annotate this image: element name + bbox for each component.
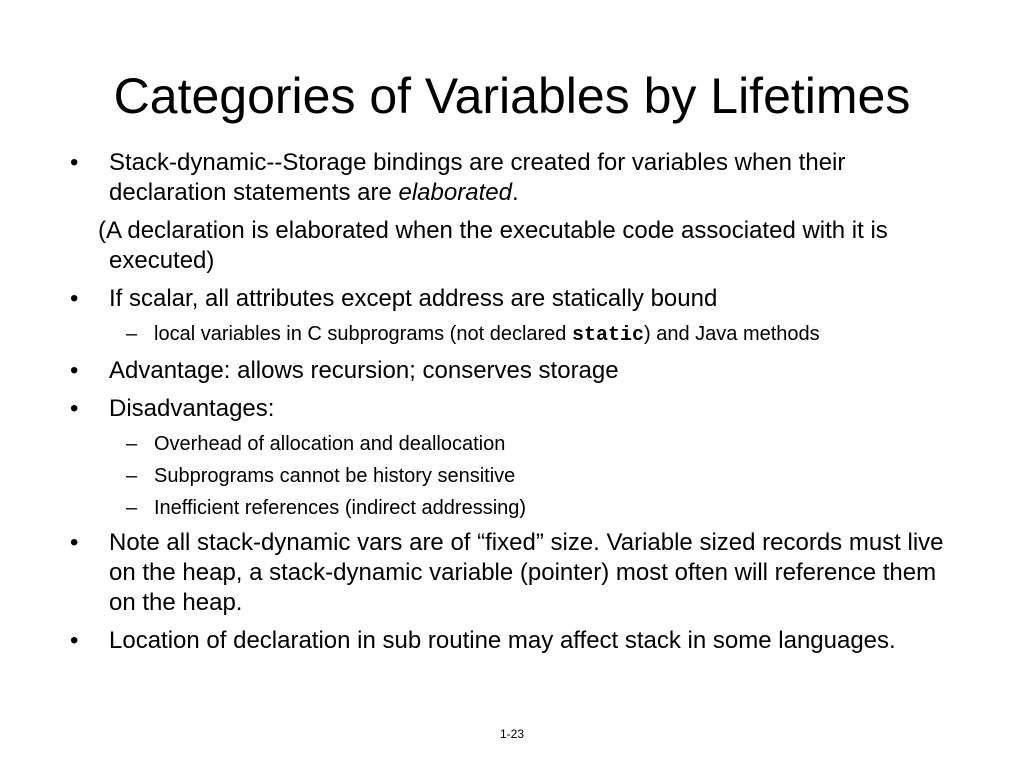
- bullet-marker: •: [70, 529, 79, 556]
- bullet-scalar: [70, 284, 950, 314]
- sub-bullet-text-end: ) and Java methods: [644, 323, 820, 345]
- sub-bullet-history: [70, 464, 950, 488]
- sub-bullet-text: local variables in C subprograms (not declared: [154, 323, 572, 345]
- sub-bullet-text: Inefficient references (indirect addressing): [154, 497, 527, 519]
- dash-marker: –: [126, 323, 138, 345]
- sub-bullet-text: Subprograms cannot be history sensitive: [154, 465, 516, 487]
- sub-bullet-text: Overhead of allocation and deallocation: [154, 433, 506, 455]
- dash-marker: –: [126, 497, 138, 519]
- dash-marker: –: [126, 465, 138, 487]
- bullet-marker: •: [70, 149, 79, 176]
- bullet-marker: •: [70, 395, 79, 422]
- sub-bullet-local-variables: [70, 322, 950, 348]
- dash-marker: –: [126, 433, 138, 455]
- bullet-marker: •: [70, 627, 79, 654]
- bullet-emphasis: elaborated: [398, 179, 512, 206]
- page-number: 1-23: [499, 727, 525, 741]
- bullet-text: If scalar, all attributes except address are statically bound: [109, 285, 718, 312]
- bullet-stack-dynamic: [70, 148, 950, 208]
- bullet-text: Stack-dynamic--Storage bindings are created for variables when their declaration statements are: [109, 149, 846, 206]
- bullet-note: [70, 528, 950, 618]
- slide-body: [70, 148, 950, 664]
- bullet-text: Disadvantages:: [109, 395, 275, 422]
- bullet-text: Location of declaration in sub routine may affect stack in some languages.: [109, 627, 896, 654]
- bullet-disadvantages: [70, 394, 950, 424]
- bullet-text: Note all stack-dynamic vars are of “fixed” size. Variable sized records must live on the heap, a stack-dynamic variable (pointer) most often will reference them on the heap.: [109, 529, 944, 616]
- sub-bullet-overhead: [70, 432, 950, 456]
- sub-bullet-inefficient: [70, 496, 950, 520]
- code-keyword: static: [571, 324, 644, 347]
- slide-title: Categories of Variables by Lifetimes: [113, 68, 911, 124]
- continuation-paragraph: (A declaration is elaborated when the executable code associated with it is executed): [98, 217, 888, 274]
- bullet-text: Advantage: allows recursion; conserves storage: [109, 357, 619, 384]
- bullet-text-end: .: [511, 179, 519, 206]
- bullet-location: [70, 626, 950, 656]
- bullet-advantage: [70, 356, 950, 386]
- bullet-marker: •: [70, 285, 79, 312]
- bullet-marker: •: [70, 357, 79, 384]
